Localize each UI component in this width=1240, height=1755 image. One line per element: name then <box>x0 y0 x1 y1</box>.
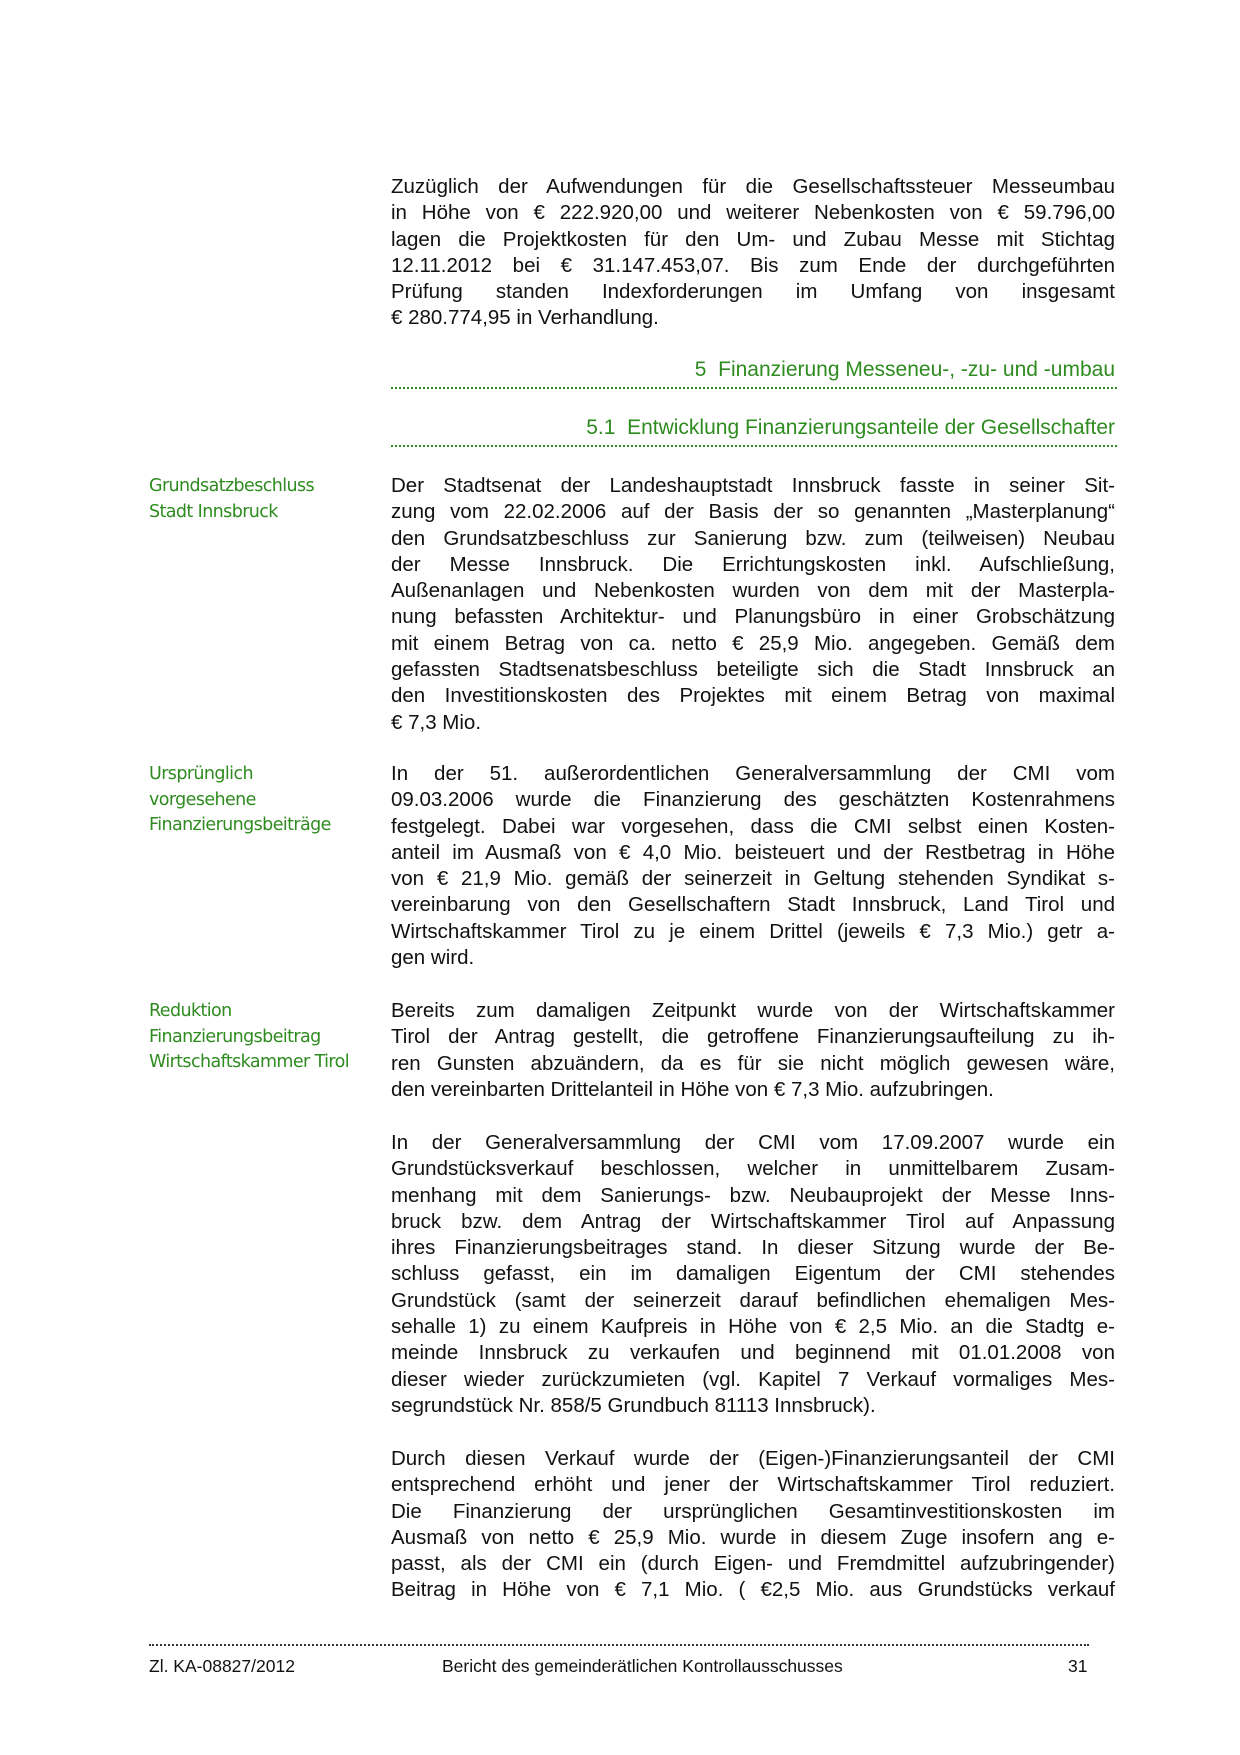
margin-note <box>149 998 389 1075</box>
text-line: Grundstücksverkauf beschlossen, welcher in unmittelbarem Zusam- <box>391 1157 1115 1181</box>
margin-note-line: vorgesehene <box>149 789 256 810</box>
body-paragraph <box>391 998 1115 1103</box>
text-line: Prüfung standen Indexforderungen im Umfang von insgesamt <box>391 280 1115 304</box>
text-line: meinde Innsbruck zu verkaufen und beginnend mit 01.01.2008 von <box>391 1341 1115 1365</box>
text-line: schluss gefasst, ein im damaligen Eigentum der CMI stehendes <box>391 1262 1115 1286</box>
text-line: bruck bzw. dem Antrag der Wirtschaftskammer Tirol auf Anpassung <box>391 1209 1115 1233</box>
text-line: den vereinbarten Drittelanteil in Höhe von € 7,3 Mio. aufzubringen. <box>391 1077 994 1101</box>
text-line: mit einem Betrag von ca. netto € 25,9 Mio. angegeben. Gemäß dem <box>391 631 1115 655</box>
text-line: € 280.774,95 in Verhandlung. <box>391 306 659 330</box>
text-line: Bereits zum damaligen Zeitpunkt wurde von der Wirtschaftskammer <box>391 999 1115 1022</box>
text-line: vereinbarung von den Gesellschaftern Stadt Innsbruck, Land Tirol und <box>391 893 1115 917</box>
footer-title: Bericht des gemeinderätlichen Kontrollausschusses <box>442 1656 843 1676</box>
margin-note-line: Grundsatzbeschluss <box>149 476 315 496</box>
margin-note-line: Wirtschaftskammer Tirol <box>149 1052 349 1072</box>
margin-note <box>149 761 389 838</box>
page-number: 31 <box>1068 1656 1088 1676</box>
text-line: Durch diesen Verkauf wurde der (Eigen-)Finanzierungsanteil der CMI <box>391 1447 1115 1470</box>
text-line: Grundstück (samt der seinerzeit darauf befindlichen ehemaligen Mes- <box>391 1288 1115 1312</box>
text-line: gen wird. <box>391 946 475 970</box>
section-heading-5-1: 5.1 Entwicklung Finanzierungsanteile der Gesellschafter <box>586 416 1115 439</box>
heading-divider <box>391 387 1117 389</box>
footer-divider <box>149 1644 1089 1646</box>
text-line: den Investitionskosten des Projektes mit einem Betrag von maximal <box>391 684 1115 708</box>
text-line: festgelegt. Dabei war vorgesehen, dass die CMI selbst einen Kosten- <box>391 814 1115 838</box>
text-line: der Messe Innsbruck. Die Errichtungskosten inkl. Aufschließung, <box>391 552 1115 576</box>
margin-note <box>149 473 389 524</box>
text-line: Ausmaß von netto € 25,9 Mio. wurde in diesem Zuge insofern ang e- <box>391 1525 1115 1549</box>
text-line: Beitrag in Höhe von € 7,1 Mio. ( €2,5 Mio. aus Grundstücks verkauf <box>391 1578 1115 1602</box>
margin-note-line: Stadt Innsbruck <box>149 501 278 522</box>
text-line: entsprechend erhöht und jener der Wirtschaftskammer Tirol reduziert. <box>391 1473 1115 1497</box>
text-line: nung befassten Architektur- und Planungsbüro in einer Grobschätzung <box>391 605 1115 629</box>
text-line: Der Stadtsenat der Landeshauptstadt Innsbruck fasste in seiner Sit- <box>391 474 1115 497</box>
text-line: in Höhe von € 222.920,00 und weiterer Nebenkosten von € 59.796,00 <box>391 201 1115 225</box>
text-line: passt, als der CMI ein (durch Eigen- und Fremdmittel aufzubringender) <box>391 1552 1115 1576</box>
text-line: Zuzüglich der Aufwendungen für die Gesellschaftssteuer Messeumbau <box>391 175 1115 198</box>
body-paragraph <box>391 473 1115 736</box>
text-line: ihres Finanzierungsbeitrages stand. In dieser Sitzung wurde der Be- <box>391 1236 1115 1260</box>
margin-note-line: Finanzierungsbeitrag <box>149 1026 321 1047</box>
text-line: gefassten Stadtsenatsbeschluss beteiligte sich die Stadt Innsbruck an <box>391 658 1115 682</box>
text-line: von € 21,9 Mio. gemäß der seinerzeit in Geltung stehenden Syndikat s- <box>391 867 1115 891</box>
text-line: zung vom 22.02.2006 auf der Basis der so genannten „Masterplanung“ <box>391 500 1115 524</box>
text-line: lagen die Projektkosten für den Um- und Zubau Messe mit Stichtag <box>391 227 1115 251</box>
text-line: In der 51. außerordentlichen Generalversammlung der CMI vom <box>391 762 1115 785</box>
body-paragraph <box>391 1130 1115 1419</box>
intro-paragraph <box>391 174 1115 332</box>
text-line: Außenanlagen und Nebenkosten wurden von dem mit der Masterpla- <box>391 579 1115 603</box>
margin-note-line: Finanzierungsbeiträge <box>149 815 331 835</box>
footer-reference: Zl. KA-08827/2012 <box>149 1656 295 1676</box>
text-line: € 7,3 Mio. <box>391 710 482 734</box>
text-line: menhang mit dem Sanierungs- bzw. Neubauprojekt der Messe Inns- <box>391 1183 1115 1207</box>
text-line: sehalle 1) zu einem Kaufpreis in Höhe von € 2,5 Mio. an die Stadtg e- <box>391 1315 1115 1339</box>
text-line: den Grundsatzbeschluss zur Sanierung bzw. zum (teilweisen) Neubau <box>391 526 1115 550</box>
text-line: Die Finanzierung der ursprünglichen Gesamtinvestitionskosten im <box>391 1499 1115 1523</box>
text-line: 12.11.2012 bei € 31.147.453,07. Bis zum Ende der durchgeführten <box>391 253 1115 277</box>
margin-note-line: Ursprünglich <box>149 764 253 784</box>
heading-divider <box>391 445 1117 447</box>
section-heading-5: 5 Finanzierung Messeneu-, -zu- und -umbau <box>694 358 1115 381</box>
margin-note-line: Reduktion <box>149 1001 232 1021</box>
text-line: Wirtschaftskammer Tirol zu je einem Drittel (jeweils € 7,3 Mio.) getr a- <box>391 919 1115 943</box>
text-line: In der Generalversammlung der CMI vom 17.09.2007 wurde ein <box>391 1131 1115 1154</box>
text-line: 09.03.2006 wurde die Finanzierung des geschätzten Kostenrahmens <box>391 788 1115 812</box>
body-paragraph <box>391 761 1115 971</box>
body-paragraph <box>391 1446 1115 1604</box>
text-line: anteil im Ausmaß von € 4,0 Mio. beisteuert und der Restbetrag in Höhe <box>391 840 1115 864</box>
text-line: segrundstück Nr. 858/5 Grundbuch 81113 Innsbruck). <box>391 1393 876 1417</box>
text-line: Tirol der Antrag gestellt, die getroffene Finanzierungsaufteilung zu ih- <box>391 1025 1115 1049</box>
text-line: dieser wieder zurückzumieten (vgl. Kapitel 7 Verkauf vormaliges Mes- <box>391 1367 1115 1391</box>
text-line: ren Gunsten abzuändern, da es für sie nicht möglich gewesen wäre, <box>391 1051 1115 1075</box>
